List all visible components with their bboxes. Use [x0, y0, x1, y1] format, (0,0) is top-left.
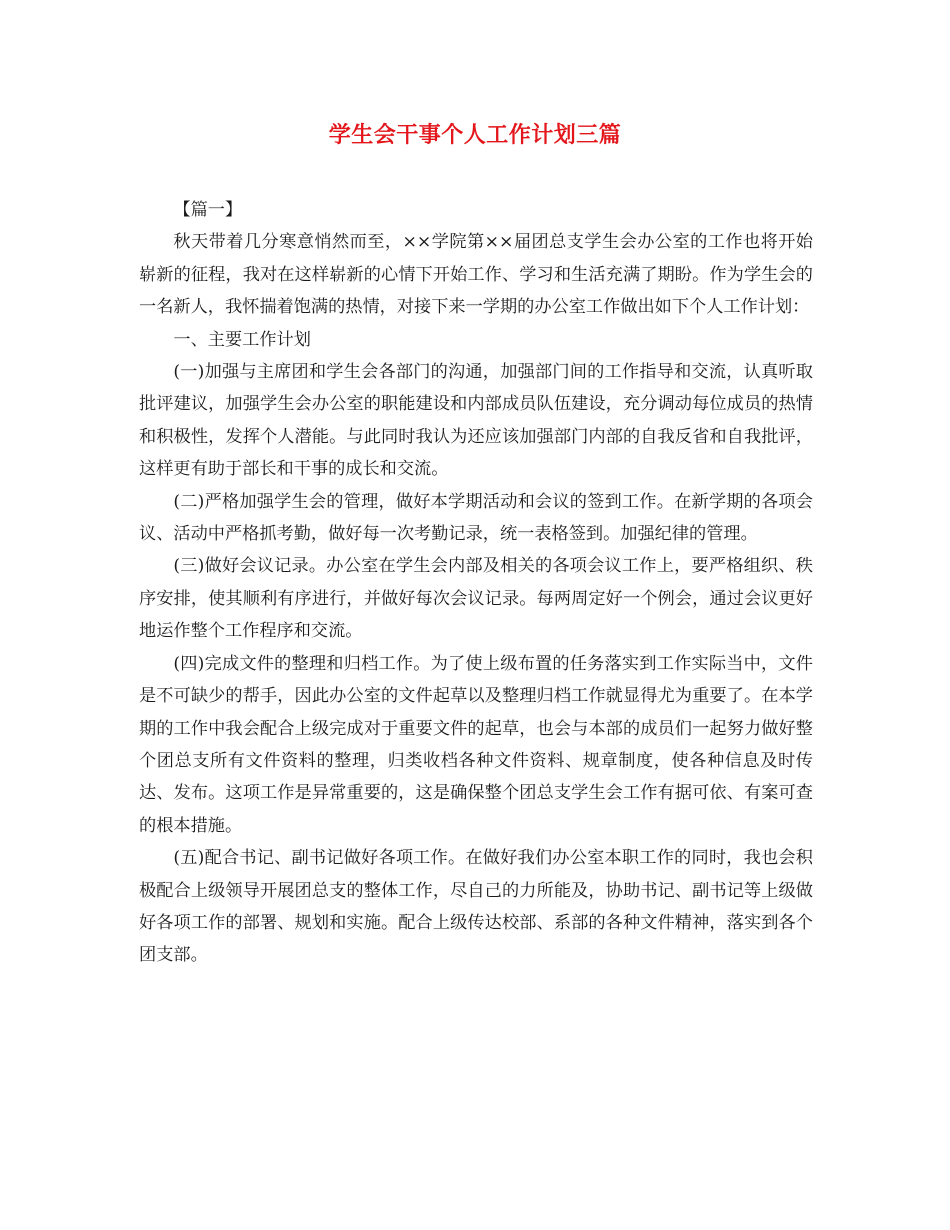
document-title: 学生会干事个人工作计划三篇 — [328, 122, 622, 148]
paragraph-item-2: (二)严格加强学生会的管理，做好本学期活动和会议的签到工作。在新学期的各项会议、活动中严格抓考勤，做好每一次考勤记录，统一表格签到。加强纪律的管理。 — [139, 491, 813, 545]
paragraph-item-3: (三)做好会议记录。办公室在学生会内部及相关的各项会议工作上，要严格组织、秩序安排，使其顺利有序进行，并做好每次会议记录。每两周定好一个例会，通过会议更好地运作整个工作程序和交流。 — [139, 556, 813, 642]
document-body — [139, 194, 813, 972]
paragraph-item-5: (五)配合书记、副书记做好各项工作。在做好我们办公室本职工作的同时，我也会积极配合上级领导开展团总支的整体工作，尽自己的力所能及，协助书记、副书记等上级做好各项工作的部署、规划和实施。配合上级传达校部、系部的各种文件精神，落实到各个团支部。 — [139, 848, 813, 966]
section-heading: 一、主要工作计划 — [173, 329, 311, 350]
paragraph-item-4: (四)完成文件的整理和归档工作。为了使上级布置的任务落实到工作实际当中，文件是不可缺少的帮手，因此办公室的文件起草以及整理归档工作就显得尤为重要了。在本学期的工作中我会配合上级完成对于重要文件的起草，也会与本部的成员们一起努力做好整个团总支所有文件资料的整理，归类收档各种文件资料、规章制度，使各种信息及时传达、发布。这项工作是异常重要的，这是确保整个团总支学生会工作有据可依、有案可查的根本措施。 — [139, 653, 813, 836]
paragraph-item-1: (一)加强与主席团和学生会各部门的沟通，加强部门间的工作指导和交流，认真听取批评建议，加强学生会办公室的职能建设和内部成员队伍建设，充分调动每位成员的热情和积极性，发挥个人潜能。与此同时我认为还应该加强部门内部的自我反省和自我批评，这样更有助于部长和干事的成长和交流。 — [139, 362, 813, 480]
section-label: 【篇一】 — [173, 200, 243, 220]
paragraph-intro: 秋天带着几分寒意悄然而至，××学院第××届团总支学生会办公室的工作也将开始崭新的征程，我对在这样崭新的心情下开始工作、学习和生活充满了期盼。作为学生会的一名新人，我怀揣着饱满的热情，对接下来一学期的办公室工作做出如下个人工作计划： — [139, 232, 813, 318]
